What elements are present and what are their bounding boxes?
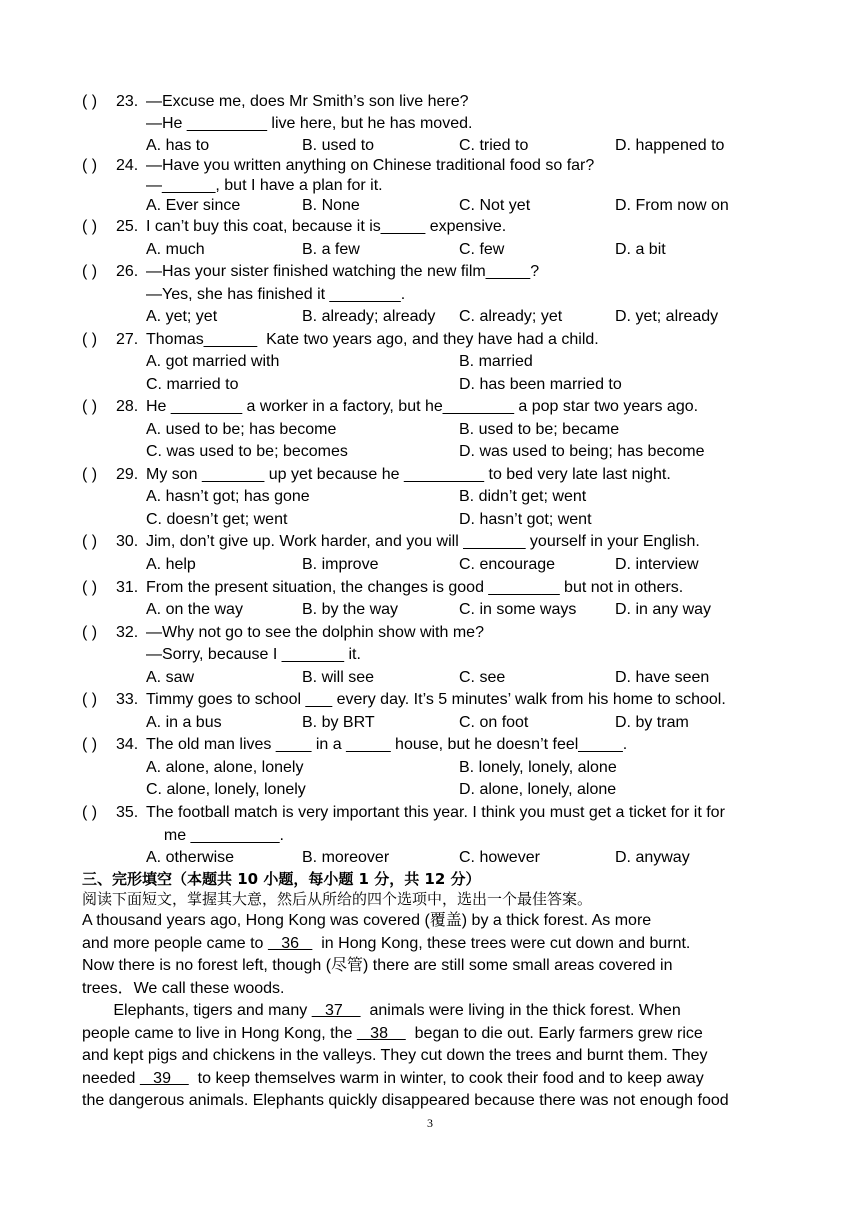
answer-paren[interactable]: ( ) — [82, 624, 98, 641]
option-a: A. Ever since — [146, 197, 241, 214]
option-d: D. From now on — [615, 197, 729, 214]
question-text: The old man lives ____ in a _____ house, but he doesn’t feel_____. — [146, 736, 628, 753]
option-a: A. otherwise — [146, 849, 235, 866]
question-text: —Yes, she has finished it ________. — [146, 286, 406, 303]
question-text: He ________ a worker in a factory, but he________ a pop star two years ago. — [146, 398, 699, 415]
option-c: C. see — [459, 669, 506, 686]
question-number: 32. — [116, 624, 139, 641]
option-b: B. moreover — [302, 849, 390, 866]
passage-line: Elephants, tigers and many 37 animals were living in the thick forest. When — [100, 1002, 681, 1019]
blank-37: 37 — [311, 1002, 361, 1019]
question-text: —Excuse me, does Mr Smith’s son live here? — [146, 93, 469, 110]
answer-paren[interactable]: ( ) — [82, 398, 98, 415]
option-d: D. by tram — [615, 714, 689, 731]
option-b: B. by the way — [302, 601, 399, 618]
page-number: 3 — [427, 1116, 433, 1130]
question-number: 26. — [116, 263, 139, 280]
blank-38: 38 — [356, 1025, 406, 1042]
question-number: 27. — [116, 331, 139, 348]
option-d: D. anyway — [615, 849, 690, 866]
blank-36: 36 — [267, 935, 313, 952]
answer-paren[interactable]: ( ) — [82, 157, 98, 174]
option-b: B. None — [302, 197, 360, 214]
question-text: The football match is very important this year. I think you must get a ticket for it for — [146, 804, 725, 821]
option-a: A. yet; yet — [146, 308, 218, 325]
option-a: A. in a bus — [146, 714, 222, 731]
question-number: 29. — [116, 466, 139, 483]
passage-line: trees．We call these woods. — [82, 980, 285, 997]
question-text: —______, but I have a plan for it. — [146, 177, 383, 194]
option-c: C. was used to be; becomes — [146, 443, 348, 460]
option-c: C. doesn’t get; went — [146, 511, 288, 528]
option-d: D. yet; already — [615, 308, 719, 325]
option-c: C. tried to — [459, 137, 529, 154]
passage-line: the dangerous animals. Elephants quickly disappeared because there was not enough food — [82, 1092, 729, 1109]
option-d: D. have seen — [615, 669, 710, 686]
option-c: C. in some ways — [459, 601, 577, 618]
option-a: A. much — [146, 241, 205, 258]
question-text: Thomas______ Kate two years ago, and they have had a child. — [146, 331, 599, 348]
option-d: D. in any way — [615, 601, 712, 618]
answer-paren[interactable]: ( ) — [82, 579, 98, 596]
option-a: A. used to be; has become — [146, 421, 337, 438]
option-b: B. used to — [302, 137, 375, 154]
answer-paren[interactable]: ( ) — [82, 331, 98, 348]
option-d: D. alone, lonely, alone — [459, 781, 617, 798]
option-a: A. saw — [146, 669, 195, 686]
answer-paren[interactable]: ( ) — [82, 736, 98, 753]
passage-line: needed 39 to keep themselves warm in winter, to cook their food and to keep away — [82, 1070, 704, 1087]
question-text: —Has your sister finished watching the new film_____? — [146, 263, 540, 280]
question-number: 24. — [116, 157, 139, 174]
option-d: D. a bit — [615, 241, 666, 258]
option-d: D. happened to — [615, 137, 725, 154]
section-title: 三、完形填空（本题共 10 小题，每小题 1 分，共 12 分） — [82, 870, 481, 888]
question-text: Jim, don’t give up. Work harder, and you will _______ yourself in your English. — [146, 533, 700, 550]
question-number: 33. — [116, 691, 139, 708]
question-number: 28. — [116, 398, 139, 415]
option-b: B. a few — [302, 241, 360, 258]
question-number: 35. — [116, 804, 139, 821]
option-b: B. already; already — [302, 308, 436, 325]
answer-paren[interactable]: ( ) — [82, 263, 98, 280]
option-a: A. got married with — [146, 353, 280, 370]
passage-line: and kept pigs and chickens in the valleys. They cut down the trees and burnt them. They — [82, 1047, 708, 1064]
passage-line: and more people came to 36 in Hong Kong, these trees were cut down and burnt. — [82, 935, 691, 952]
option-a: A. on the way — [146, 601, 243, 618]
option-b: B. married — [459, 353, 533, 370]
answer-paren[interactable]: ( ) — [82, 533, 98, 550]
option-c: C. married to — [146, 376, 239, 393]
question-text: me __________. — [155, 827, 284, 844]
instruction-text: 阅读下面短文，掌握其大意，然后从所给的四个选项中，选出一个最佳答案。 — [82, 890, 593, 908]
question-text: I can’t buy this coat, because it is_____ expensive. — [146, 218, 507, 235]
question-text: —He _________ live here, but he has moved. — [146, 115, 473, 132]
option-d: D. was used to being; has become — [459, 443, 705, 460]
option-a: A. has to — [146, 137, 210, 154]
option-b: B. improve — [302, 556, 379, 573]
option-c: C. already; yet — [459, 308, 563, 325]
option-b: B. will see — [302, 669, 375, 686]
answer-paren[interactable]: ( ) — [82, 691, 98, 708]
option-b: B. didn’t get; went — [459, 488, 587, 505]
option-b: B. by BRT — [302, 714, 375, 731]
option-a: A. alone, alone, lonely — [146, 759, 304, 776]
question-text: Timmy goes to school ___ every day. It’s 5 minutes’ walk from his home to school. — [146, 691, 726, 708]
option-b: B. lonely, lonely, alone — [459, 759, 617, 776]
question-text: —Why not go to see the dolphin show with me? — [146, 624, 484, 641]
option-c: C. Not yet — [459, 197, 531, 214]
option-d: D. has been married to — [459, 376, 622, 393]
option-c: C. on foot — [459, 714, 529, 731]
option-a: A. hasn’t got; has gone — [146, 488, 310, 505]
passage-line: people came to live in Hong Kong, the 38 began to die out. Early farmers grew rice — [82, 1025, 703, 1042]
answer-paren[interactable]: ( ) — [82, 466, 98, 483]
option-c: C. encourage — [459, 556, 556, 573]
option-c: C. few — [459, 241, 505, 258]
question-number: 31. — [116, 579, 139, 596]
question-number: 30. — [116, 533, 139, 550]
passage-line: A thousand years ago, Hong Kong was covered (覆盖) by a thick forest. As more — [82, 912, 652, 929]
answer-paren[interactable]: ( ) — [82, 804, 98, 821]
answer-paren[interactable]: ( ) — [82, 218, 98, 235]
question-text: My son _______ up yet because he _________ to bed very late last night. — [146, 466, 671, 483]
question-number: 23. — [116, 93, 139, 110]
answer-paren[interactable]: ( ) — [82, 93, 98, 110]
option-c: C. alone, lonely, lonely — [146, 781, 306, 798]
option-d: D. interview — [615, 556, 699, 573]
option-a: A. help — [146, 556, 196, 573]
option-b: B. used to be; became — [459, 421, 620, 438]
blank-39: 39 — [139, 1070, 189, 1087]
option-d: D. hasn’t got; went — [459, 511, 592, 528]
question-number: 34. — [116, 736, 139, 753]
question-text: —Sorry, because I _______ it. — [146, 646, 361, 663]
question-number: 25. — [116, 218, 139, 235]
question-text: From the present situation, the changes is good ________ but not in others. — [146, 579, 684, 596]
option-c: C. however — [459, 849, 540, 866]
passage-line: Now there is no forest left, though (尽管) there are still some small areas covered in — [82, 957, 673, 974]
question-text: —Have you written anything on Chinese traditional food so far? — [146, 157, 595, 174]
